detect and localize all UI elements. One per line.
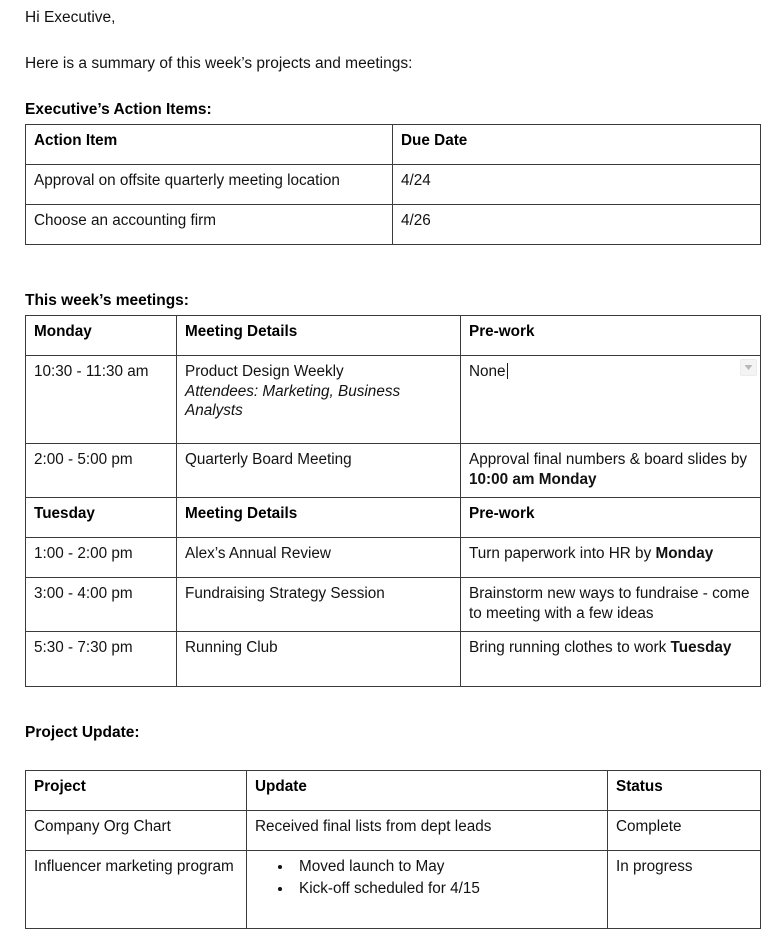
table-header-row xyxy=(26,125,761,165)
action-item-text: Choose an accounting firm xyxy=(26,205,393,245)
meeting-prework-cell xyxy=(461,632,761,687)
status-badge: Complete xyxy=(608,811,761,851)
chevron-down-icon[interactable] xyxy=(740,359,757,376)
prework-text: Brainstorm new ways to fundraise - come to meeting with a few ideas xyxy=(461,578,761,632)
action-item-due-date: 4/24 xyxy=(393,165,761,205)
action-item-due-date: 4/26 xyxy=(393,205,761,245)
header-pre-work: Pre-work xyxy=(461,316,761,356)
table-row xyxy=(26,356,761,444)
meeting-prework-cell xyxy=(461,444,761,498)
prework-text: Turn paperwork into HR by xyxy=(469,545,656,562)
header-tuesday: Tuesday xyxy=(26,498,177,538)
project-update-table xyxy=(25,770,761,929)
meeting-attendees: Attendees: Marketing, Business Analysts xyxy=(185,382,401,420)
meeting-title: Product Design Weekly xyxy=(185,363,344,380)
header-meeting-details: Meeting Details xyxy=(177,498,461,538)
header-action-item: Action Item xyxy=(26,125,393,165)
meeting-title: Alex’s Annual Review xyxy=(177,538,461,578)
table-row xyxy=(26,851,761,929)
meetings-header-row-monday xyxy=(26,316,761,356)
meeting-time: 5:30 - 7:30 pm xyxy=(26,632,177,687)
table-header-row xyxy=(26,771,761,811)
meetings-heading: This week’s meetings: xyxy=(25,292,189,309)
project-update-cell xyxy=(247,851,608,929)
list-item: • Moved launch to May xyxy=(293,857,599,877)
project-update-heading: Project Update: xyxy=(25,724,140,741)
list-item: • Kick-off scheduled for 4/15 xyxy=(293,879,599,899)
project-name: Influencer marketing program xyxy=(26,851,247,929)
prework-emphasis: 10:00 am Monday xyxy=(469,470,597,488)
table-row xyxy=(26,165,761,205)
table-row xyxy=(26,205,761,245)
meeting-title: Running Club xyxy=(177,632,461,687)
meetings-table xyxy=(25,315,761,687)
meeting-prework-cell xyxy=(461,538,761,578)
project-name: Company Org Chart xyxy=(26,811,247,851)
header-pre-work: Pre-work xyxy=(461,498,761,538)
meeting-details-cell xyxy=(177,356,461,444)
table-row xyxy=(26,444,761,498)
greeting-text: Hi Executive, xyxy=(25,9,116,26)
meetings-header-row-tuesday xyxy=(26,498,761,538)
header-monday: Monday xyxy=(26,316,177,356)
header-status: Status xyxy=(608,771,761,811)
table-row xyxy=(26,811,761,851)
meeting-time: 3:00 - 4:00 pm xyxy=(26,578,177,632)
header-project: Project xyxy=(26,771,247,811)
prework-text: Approval final numbers & board slides by xyxy=(469,451,748,468)
meeting-time: 1:00 - 2:00 pm xyxy=(26,538,177,578)
header-update: Update xyxy=(247,771,608,811)
table-row xyxy=(26,632,761,687)
meeting-time: 10:30 - 11:30 am xyxy=(26,356,177,444)
intro-text: Here is a summary of this week’s projects and meetings: xyxy=(25,55,413,72)
action-item-text: Approval on offsite quarterly meeting location xyxy=(26,165,393,205)
status-badge: In progress xyxy=(608,851,761,929)
table-row xyxy=(26,538,761,578)
action-items-heading: Executive’s Action Items: xyxy=(25,101,212,118)
table-row xyxy=(26,578,761,632)
meeting-time: 2:00 - 5:00 pm xyxy=(26,444,177,498)
header-meeting-details: Meeting Details xyxy=(177,316,461,356)
prework-text: Bring running clothes to work xyxy=(469,639,671,656)
header-due-date: Due Date xyxy=(393,125,761,165)
action-items-table xyxy=(25,124,761,245)
project-update-text: Received final lists from dept leads xyxy=(247,811,608,851)
meeting-title: Quarterly Board Meeting xyxy=(177,444,461,498)
meeting-prework-cell-editing[interactable] xyxy=(461,356,761,444)
meeting-title: Fundraising Strategy Session xyxy=(177,578,461,632)
prework-text: None xyxy=(469,363,506,380)
project-update-bullet-list xyxy=(255,857,599,899)
prework-emphasis: Monday xyxy=(655,545,714,562)
prework-emphasis: Tuesday xyxy=(670,639,732,656)
text-caret xyxy=(507,363,509,379)
